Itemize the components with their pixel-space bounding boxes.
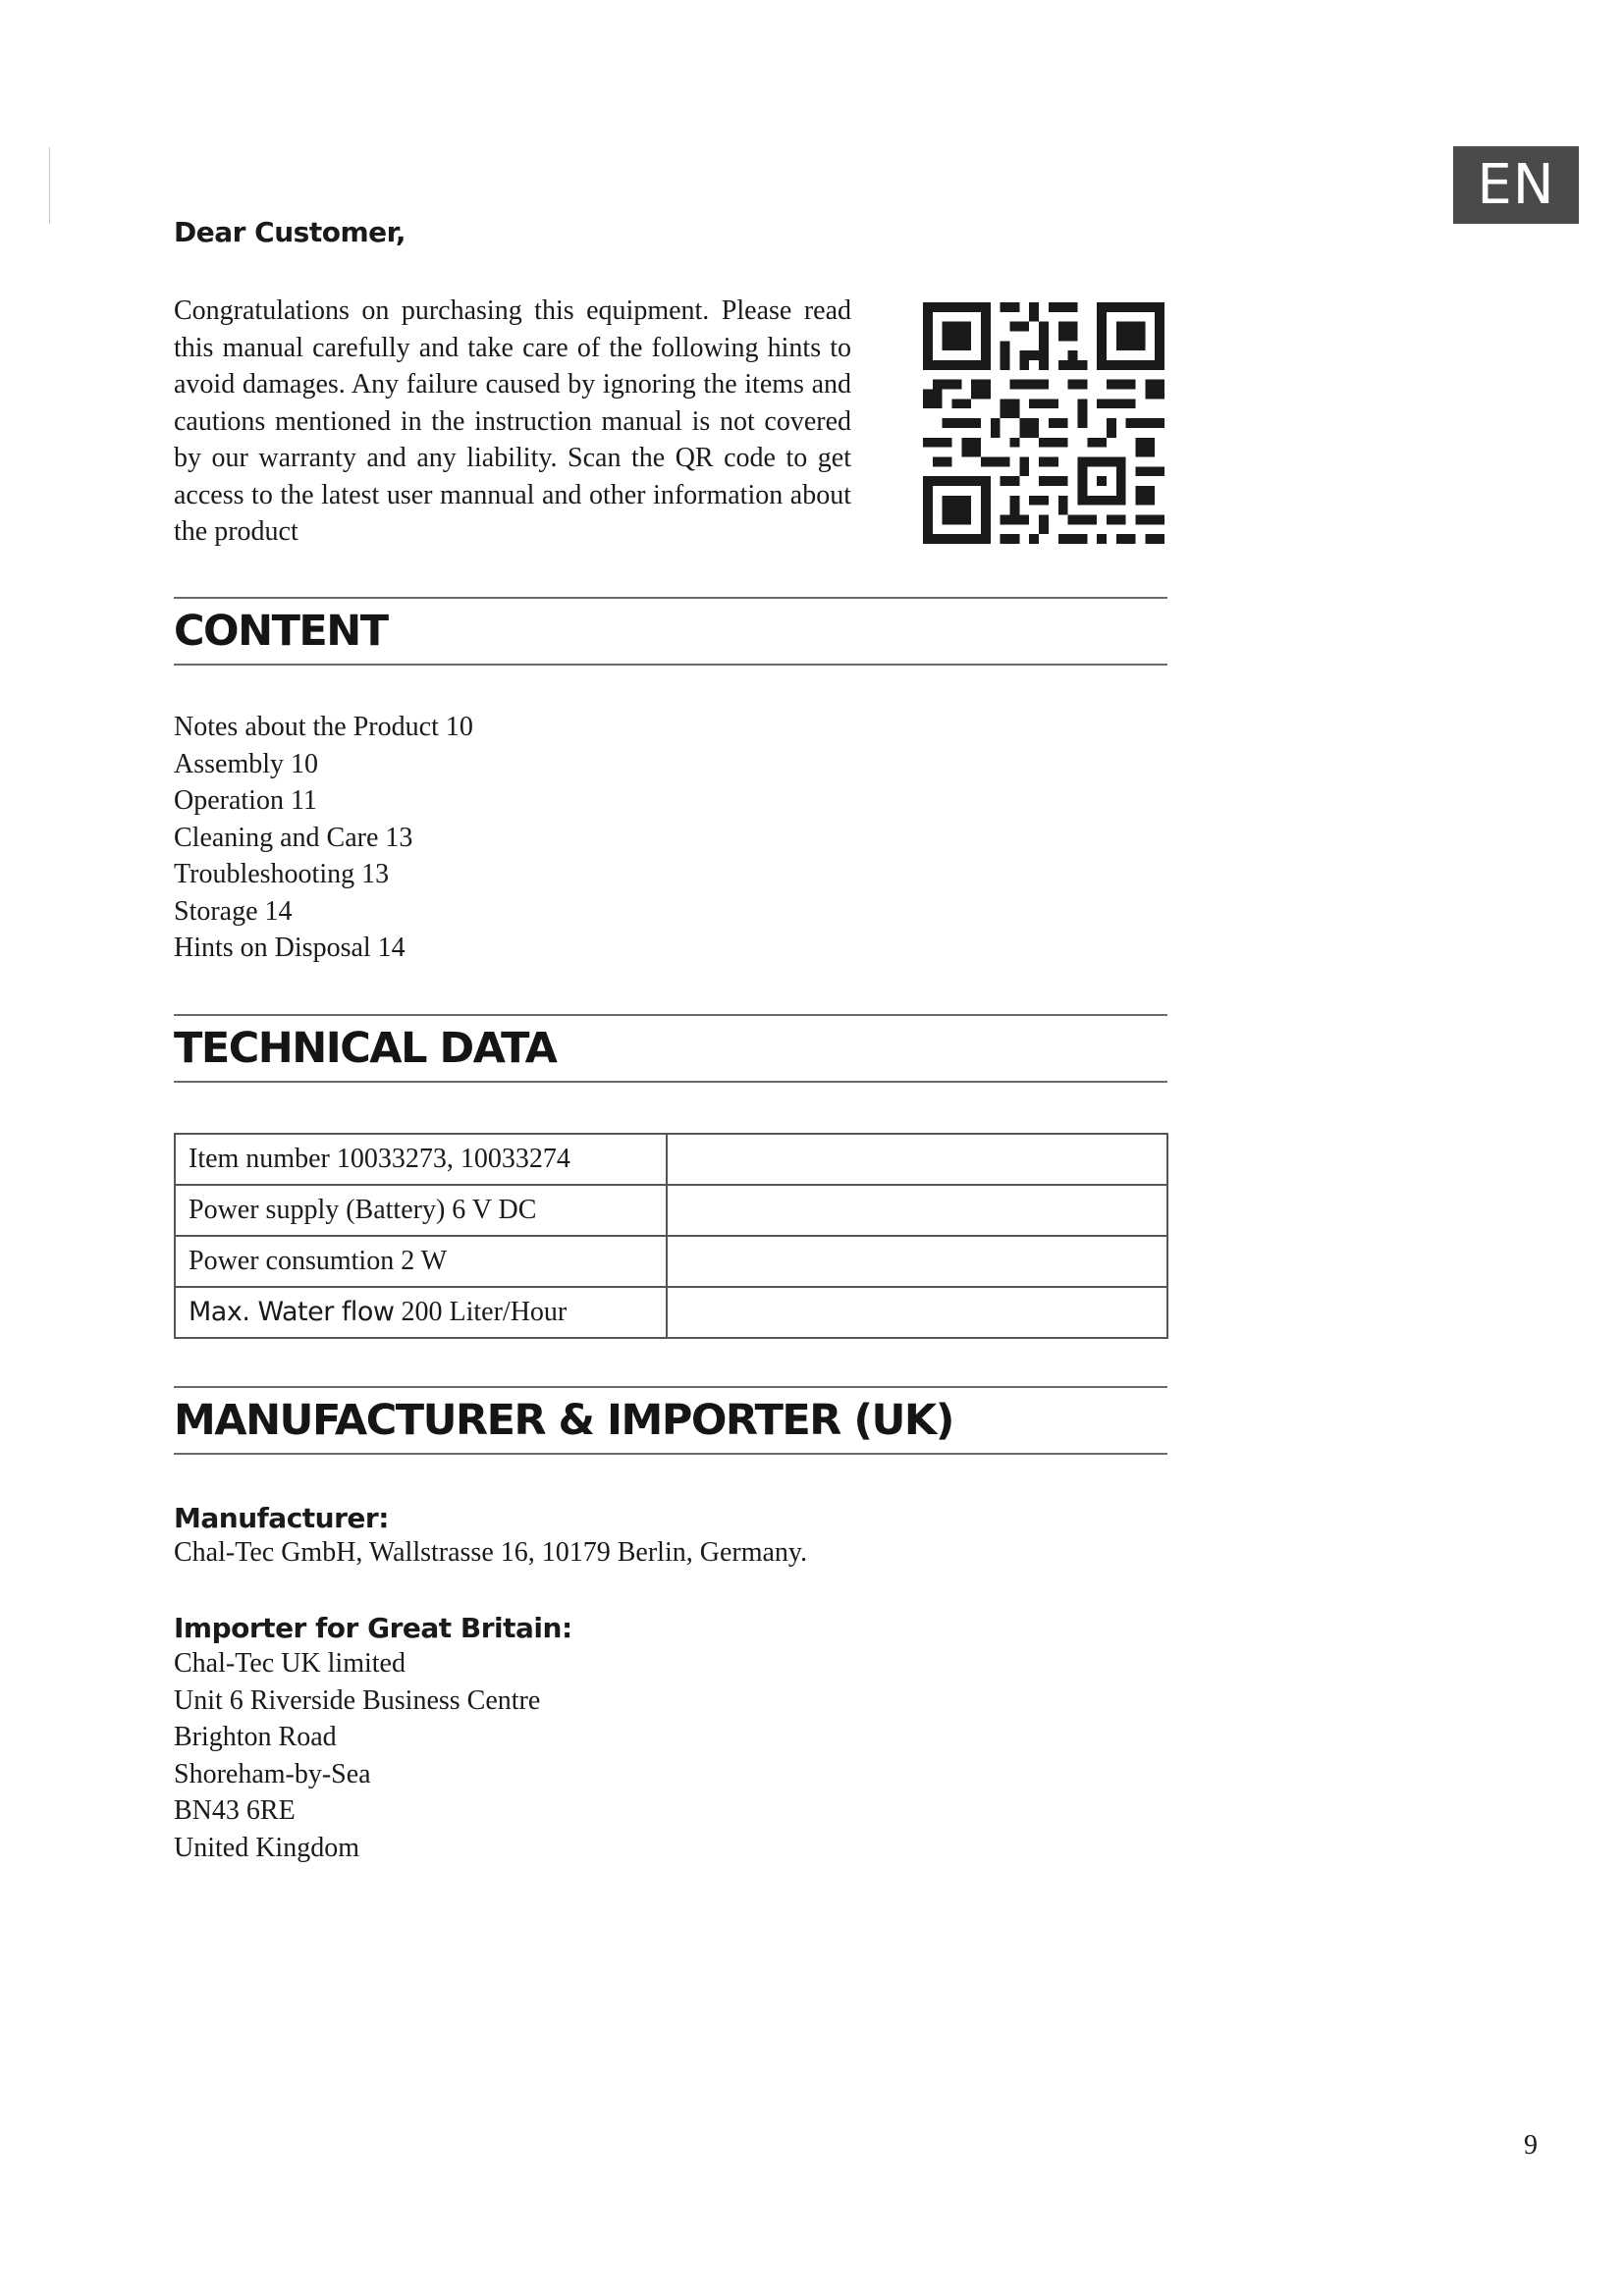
margin-rule [49, 147, 50, 224]
importer-heading: Importer for Great Britain: [174, 1612, 572, 1644]
address-line: Unit 6 Riverside Business Centre [174, 1684, 541, 1716]
table-row [175, 1134, 1167, 1185]
address-line: Brighton Road [174, 1722, 337, 1752]
toc-item: Storage 14 [174, 895, 293, 927]
technical-data-table [174, 1133, 1168, 1339]
intro-line: user mannual and other information about the product [174, 479, 852, 547]
language-badge: EN [1453, 146, 1579, 224]
greeting-heading: Dear Customer, [174, 216, 406, 248]
table-of-contents [174, 709, 473, 967]
section-header-manufacturer [174, 1386, 1167, 1455]
section-title: MANUFACTURER & IMPORTER (UK) [174, 1396, 953, 1445]
toc-item: Operation 11 [174, 785, 317, 816]
table-cell-value [667, 1287, 1167, 1338]
table-cell-label: Power consumtion 2 W [175, 1236, 667, 1287]
intro-paragraph [174, 293, 851, 551]
address-line: Shoreham-by-Sea [174, 1758, 371, 1789]
address-line: Chal-Tec UK limited [174, 1648, 406, 1679]
intro-line: any liability. Scan the QR code to get access to the latest [174, 443, 851, 510]
manufacturer-heading: Manufacturer: [174, 1502, 389, 1534]
water-flow-value: 200 Liter/Hour [401, 1297, 568, 1327]
manufacturer-address: Chal-Tec GmbH, Wallstrasse 16, 10179 Berlin, Germany. [174, 1537, 808, 1568]
toc-item: Assembly 10 [174, 748, 318, 779]
qr-code-icon [923, 302, 1164, 544]
page-number: 9 [1524, 2130, 1538, 2161]
section-title: TECHNICAL DATA [174, 1024, 557, 1073]
table-cell-label: Power supply (Battery) 6 V DC [175, 1185, 667, 1236]
importer-address [174, 1645, 540, 1866]
toc-item: Cleaning and Care 13 [174, 822, 413, 853]
table-cell-value [667, 1134, 1167, 1185]
intro-line: instruction manual is not covered by our warranty and [174, 405, 851, 473]
table-cell-value [667, 1236, 1167, 1287]
intro-line: Please read this manual carefully and take care of the [174, 295, 851, 363]
toc-item: Hints on Disposal 14 [174, 933, 406, 963]
section-header-technical-data [174, 1014, 1167, 1083]
table-row [175, 1287, 1167, 1338]
section-header-content [174, 597, 1167, 666]
table-row [175, 1236, 1167, 1287]
intro-line: following hints to avoid damages. Any failure caused [174, 332, 852, 400]
intro-line: Congratulations on purchasing this equipment. [174, 295, 710, 326]
address-line: United Kingdom [174, 1832, 359, 1863]
table-row [175, 1185, 1167, 1236]
table-cell-label: Item number 10033273, 10033274 [175, 1134, 667, 1185]
toc-item: Notes about the Product 10 [174, 712, 473, 742]
section-title: CONTENT [174, 607, 388, 656]
toc-item: Troubleshooting 13 [174, 859, 390, 889]
intro-line: by ignoring the items and cautions mentioned in the [174, 369, 852, 437]
water-flow-label: Max. Water flow [189, 1297, 395, 1327]
table-cell-value [667, 1185, 1167, 1236]
table-cell-label [175, 1287, 667, 1338]
address-line: BN43 6RE [174, 1795, 296, 1826]
